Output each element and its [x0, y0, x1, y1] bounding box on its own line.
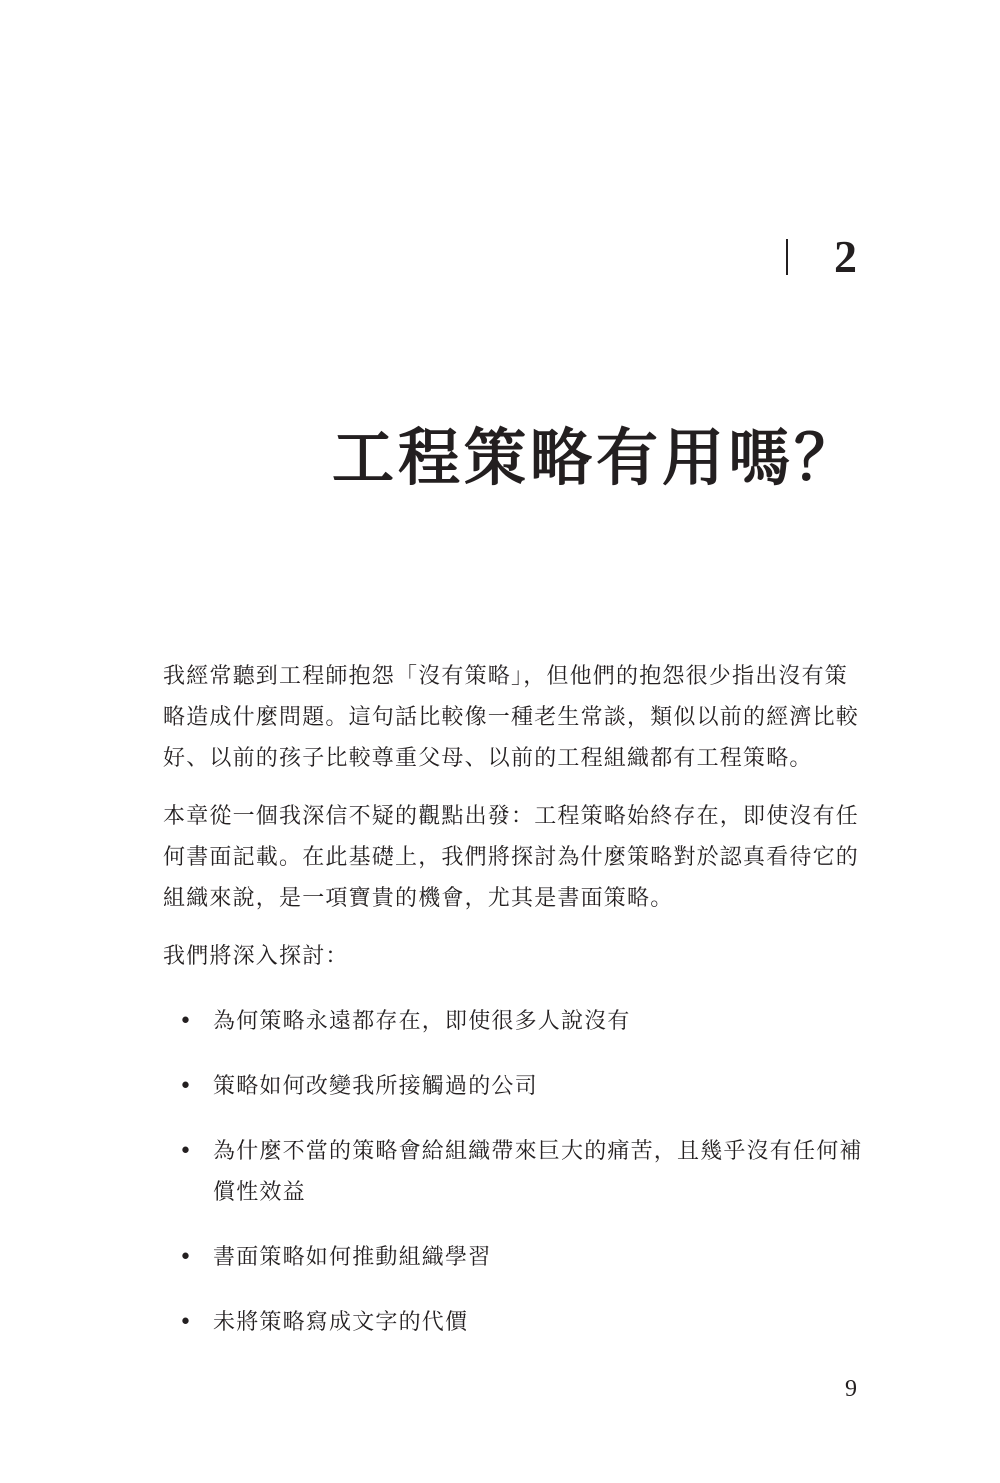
bullet-icon: • — [179, 1245, 194, 1270]
list-item — [163, 1237, 863, 1278]
list-item-text: 書面策略如何推動組織學習 — [213, 1245, 492, 1270]
list-item — [163, 1302, 863, 1343]
list-item — [163, 1131, 863, 1213]
chapter-divider-bar — [786, 239, 788, 275]
list-item — [163, 1001, 863, 1042]
page-number: 9 — [845, 1376, 857, 1402]
intro-paragraph-3: 我們將深入探討： — [163, 944, 349, 969]
bullet-icon: • — [179, 1009, 194, 1034]
list-item-text: 未將策略寫成文字的代價 — [213, 1310, 469, 1335]
list-item-text: 為何策略永遠都存在，即使很多人說沒有 — [213, 1009, 631, 1034]
bullet-icon: • — [179, 1074, 194, 1099]
chapter-title: 工程策略有用嗎？ — [331, 421, 860, 494]
chapter-number: 2 — [834, 231, 857, 282]
bullet-icon: • — [179, 1310, 194, 1335]
list-item-text: 策略如何改變我所接觸過的公司 — [213, 1074, 538, 1099]
list-item-text: 為什麼不當的策略會給組織帶來巨大的痛苦，且幾乎沒有任何補償性效益 — [213, 1139, 863, 1205]
intro-paragraph-2: 本章從一個我深信不疑的觀點出發：工程策略始終存在，即使沒有任何書面記載。在此基礎上，我們將探討為什麼策略對於認真看待它的組織來說，是一項寶貴的機會，尤其是書面策略。 — [163, 804, 860, 911]
bullet-icon: • — [179, 1139, 194, 1164]
intro-paragraph-1: 我經常聽到工程師抱怨「沒有策略」，但他們的抱怨很少指出沒有策略造成什麼問題。這句話比較像一種老生常談，類似以前的經濟比較好、以前的孩子比較尊重父母、以前的工程組織都有工程策略。 — [163, 664, 860, 771]
chapter-body — [163, 656, 863, 1367]
list-item — [163, 1066, 863, 1107]
chapter-marker — [786, 232, 857, 282]
topic-list — [163, 1001, 863, 1343]
